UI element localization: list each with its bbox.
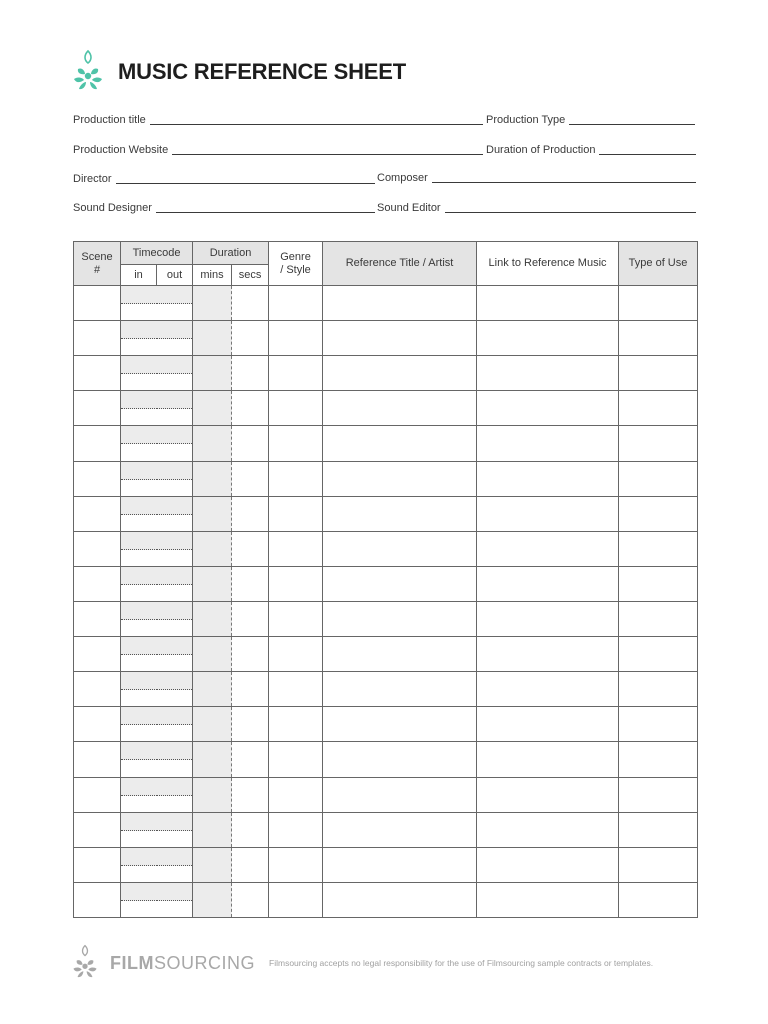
cell-genre[interactable] [269, 672, 323, 707]
cell-dur-mins[interactable] [193, 637, 232, 672]
cell-link[interactable] [477, 496, 619, 531]
reference-title-artist-header: Reference Title / Artist [323, 242, 477, 286]
production-website-field[interactable] [73, 142, 483, 156]
cell-tc-out[interactable] [157, 461, 193, 496]
cell-type-of-use[interactable] [619, 882, 698, 917]
scene-header-line1: Scene [81, 250, 113, 263]
brand-bold: FILM [110, 952, 154, 973]
timecode-shaded-band [157, 426, 193, 444]
cell-genre[interactable] [269, 531, 323, 566]
cell-type-of-use[interactable] [619, 777, 698, 812]
timecode-shaded-band [121, 848, 157, 866]
composer-label: Composer [377, 172, 428, 184]
cell-dur-mins[interactable] [193, 356, 232, 391]
timecode-out-header: out [157, 265, 193, 286]
cell-reference[interactable] [323, 566, 477, 601]
document-header [70, 46, 406, 98]
cell-genre[interactable] [269, 742, 323, 777]
cell-dur-mins[interactable] [193, 742, 232, 777]
timecode-shaded-band [121, 567, 157, 585]
cell-dur-secs[interactable] [232, 356, 269, 391]
cell-reference[interactable] [323, 812, 477, 847]
sound-editor-label: Sound Editor [377, 202, 441, 214]
director-field[interactable] [73, 171, 375, 185]
cell-tc-out[interactable] [157, 777, 193, 812]
table-row [74, 531, 698, 566]
table-row [74, 321, 698, 356]
timecode-shaded-band [121, 707, 157, 725]
cell-reference[interactable] [323, 742, 477, 777]
cell-genre[interactable] [269, 601, 323, 636]
cell-tc-in[interactable] [121, 566, 157, 601]
table-row [74, 637, 698, 672]
timecode-shaded-band [121, 356, 157, 374]
table-row [74, 742, 698, 777]
cell-tc-out[interactable] [157, 531, 193, 566]
cell-tc-in[interactable] [121, 321, 157, 356]
cell-reference[interactable] [323, 426, 477, 461]
cell-dur-secs[interactable] [232, 637, 269, 672]
timecode-in-header: in [121, 265, 157, 286]
cell-scene[interactable] [74, 882, 121, 917]
cell-dur-secs[interactable] [232, 742, 269, 777]
timecode-shaded-band [121, 426, 157, 444]
duration-of-production-field[interactable] [486, 142, 696, 156]
production-website-label: Production Website [73, 144, 169, 156]
cell-link[interactable] [477, 742, 619, 777]
music-reference-table [73, 241, 698, 918]
cell-dur-mins[interactable] [193, 847, 232, 882]
cell-reference[interactable] [323, 391, 477, 426]
cell-reference[interactable] [323, 637, 477, 672]
genre-header-line2: / Style [280, 263, 311, 276]
cell-dur-mins[interactable] [193, 426, 232, 461]
cell-scene[interactable] [74, 742, 121, 777]
sound-designer-label: Sound Designer [73, 202, 152, 214]
timecode-shaded-band [121, 813, 157, 831]
cell-link[interactable] [477, 531, 619, 566]
cell-tc-in[interactable] [121, 707, 157, 742]
production-title-label: Production title [73, 114, 146, 126]
cell-tc-in[interactable] [121, 356, 157, 391]
cell-reference[interactable] [323, 531, 477, 566]
cell-dur-secs[interactable] [232, 391, 269, 426]
cell-tc-out[interactable] [157, 812, 193, 847]
cell-tc-in[interactable] [121, 637, 157, 672]
duration-secs-header: secs [232, 265, 269, 286]
timecode-shaded-band [121, 497, 157, 515]
cell-dur-mins[interactable] [193, 601, 232, 636]
cell-tc-in[interactable] [121, 812, 157, 847]
cell-reference[interactable] [323, 882, 477, 917]
cell-type-of-use[interactable] [619, 672, 698, 707]
cell-tc-in[interactable] [121, 496, 157, 531]
cell-dur-secs[interactable] [232, 286, 269, 321]
timecode-shaded-band [121, 883, 157, 901]
cell-dur-mins[interactable] [193, 496, 232, 531]
table-row [74, 882, 698, 917]
cell-dur-secs[interactable] [232, 321, 269, 356]
cell-tc-in[interactable] [121, 531, 157, 566]
cell-scene[interactable] [74, 496, 121, 531]
table-row [74, 426, 698, 461]
cell-tc-out[interactable] [157, 356, 193, 391]
cell-tc-out[interactable] [157, 601, 193, 636]
cell-dur-secs[interactable] [232, 812, 269, 847]
cell-link[interactable] [477, 777, 619, 812]
cell-type-of-use[interactable] [619, 356, 698, 391]
production-type-label: Production Type [486, 114, 566, 126]
cell-tc-out[interactable] [157, 286, 193, 321]
cell-tc-out[interactable] [157, 321, 193, 356]
cell-dur-mins[interactable] [193, 531, 232, 566]
cell-link[interactable] [477, 566, 619, 601]
cell-genre[interactable] [269, 496, 323, 531]
timecode-shaded-band [157, 883, 193, 901]
cell-reference[interactable] [323, 461, 477, 496]
cell-dur-secs[interactable] [232, 777, 269, 812]
cell-genre[interactable] [269, 286, 323, 321]
timecode-shaded-band [157, 707, 193, 725]
cell-genre[interactable] [269, 777, 323, 812]
filmsourcing-logo-icon [70, 49, 106, 95]
cell-tc-in[interactable] [121, 601, 157, 636]
cell-type-of-use[interactable] [619, 707, 698, 742]
footer [70, 944, 653, 982]
cell-reference[interactable] [323, 777, 477, 812]
table-row [74, 461, 698, 496]
cell-tc-in[interactable] [121, 286, 157, 321]
cell-tc-in[interactable] [121, 426, 157, 461]
sound-designer-line[interactable] [156, 212, 375, 213]
timecode-shaded-band [157, 848, 193, 866]
sound-editor-line[interactable] [445, 212, 696, 213]
cell-tc-in[interactable] [121, 847, 157, 882]
timecode-shaded-band [157, 321, 193, 339]
cell-tc-out[interactable] [157, 426, 193, 461]
timecode-shaded-band [121, 742, 157, 760]
cell-genre[interactable] [269, 707, 323, 742]
timecode-shaded-band [157, 356, 193, 374]
production-title-field[interactable] [73, 112, 483, 126]
cell-tc-out[interactable] [157, 496, 193, 531]
footer-logo-icon [70, 944, 100, 982]
cell-tc-out[interactable] [157, 882, 193, 917]
timecode-shaded-band [121, 462, 157, 480]
disclaimer-text: Filmsourcing accepts no legal responsibility for the use of Filmsourcing sample contracts or templates. [269, 958, 654, 968]
duration-of-production-line[interactable] [599, 154, 696, 155]
sound-editor-field[interactable] [377, 200, 696, 214]
cell-dur-secs[interactable] [232, 496, 269, 531]
cell-reference[interactable] [323, 847, 477, 882]
cell-link[interactable] [477, 882, 619, 917]
cell-genre[interactable] [269, 812, 323, 847]
cell-dur-mins[interactable] [193, 777, 232, 812]
cell-tc-out[interactable] [157, 391, 193, 426]
cell-genre[interactable] [269, 391, 323, 426]
cell-tc-out[interactable] [157, 566, 193, 601]
cell-dur-secs[interactable] [232, 672, 269, 707]
cell-dur-mins[interactable] [193, 882, 232, 917]
director-line[interactable] [116, 183, 375, 184]
composer-line[interactable] [432, 182, 696, 183]
cell-tc-out[interactable] [157, 637, 193, 672]
cell-dur-secs[interactable] [232, 707, 269, 742]
cell-dur-mins[interactable] [193, 672, 232, 707]
cell-tc-out[interactable] [157, 847, 193, 882]
production-website-line[interactable] [172, 154, 483, 155]
table-row [74, 566, 698, 601]
cell-link[interactable] [477, 672, 619, 707]
timecode-shaded-band [121, 532, 157, 550]
timecode-shaded-band [121, 321, 157, 339]
cell-genre[interactable] [269, 882, 323, 917]
cell-type-of-use[interactable] [619, 461, 698, 496]
cell-dur-mins[interactable] [193, 321, 232, 356]
cell-link[interactable] [477, 637, 619, 672]
cell-link[interactable] [477, 286, 619, 321]
table-row [74, 672, 698, 707]
scene-header-line2: # [93, 263, 101, 276]
cell-reference[interactable] [323, 321, 477, 356]
cell-type-of-use[interactable] [619, 321, 698, 356]
timecode-shaded-band [157, 778, 193, 796]
table-row [74, 356, 698, 391]
duration-of-production-label: Duration of Production [486, 144, 596, 156]
cell-link[interactable] [477, 847, 619, 882]
cell-type-of-use[interactable] [619, 286, 698, 321]
brand-light: SOURCING [154, 952, 256, 973]
cell-link[interactable] [477, 321, 619, 356]
cell-link[interactable] [477, 707, 619, 742]
cell-reference[interactable] [323, 601, 477, 636]
timecode-shaded-band [157, 532, 193, 550]
cell-scene[interactable] [74, 812, 121, 847]
sound-designer-field[interactable] [73, 200, 375, 214]
cell-dur-secs[interactable] [232, 461, 269, 496]
table-body [74, 286, 698, 918]
cell-type-of-use[interactable] [619, 742, 698, 777]
cell-tc-in[interactable] [121, 391, 157, 426]
timecode-shaded-band [157, 497, 193, 515]
link-to-reference-music-header: Link to Reference Music [477, 242, 619, 286]
cell-dur-mins[interactable] [193, 812, 232, 847]
cell-scene[interactable] [74, 847, 121, 882]
duration-mins-header: mins [193, 265, 232, 286]
timecode-shaded-band [157, 567, 193, 585]
cell-tc-in[interactable] [121, 777, 157, 812]
production-type-field[interactable] [486, 112, 695, 126]
cell-link[interactable] [477, 601, 619, 636]
cell-reference[interactable] [323, 672, 477, 707]
cell-dur-secs[interactable] [232, 426, 269, 461]
cell-type-of-use[interactable] [619, 812, 698, 847]
cell-dur-secs[interactable] [232, 847, 269, 882]
cell-dur-mins[interactable] [193, 391, 232, 426]
table-row [74, 847, 698, 882]
cell-tc-in[interactable] [121, 882, 157, 917]
cell-type-of-use[interactable] [619, 426, 698, 461]
table-row [74, 496, 698, 531]
cell-dur-secs[interactable] [232, 601, 269, 636]
cell-type-of-use[interactable] [619, 847, 698, 882]
timecode-shaded-band [157, 462, 193, 480]
cell-dur-mins[interactable] [193, 461, 232, 496]
table-row [74, 812, 698, 847]
cell-type-of-use[interactable] [619, 601, 698, 636]
cell-scene[interactable] [74, 461, 121, 496]
timecode-shaded-band [157, 602, 193, 620]
cell-reference[interactable] [323, 496, 477, 531]
table-row [74, 707, 698, 742]
genre-style-header [269, 242, 323, 286]
cell-link[interactable] [477, 391, 619, 426]
production-type-line[interactable] [569, 124, 695, 125]
cell-tc-in[interactable] [121, 742, 157, 777]
cell-tc-out[interactable] [157, 707, 193, 742]
cell-tc-out[interactable] [157, 672, 193, 707]
cell-scene[interactable] [74, 707, 121, 742]
cell-genre[interactable] [269, 461, 323, 496]
cell-link[interactable] [477, 812, 619, 847]
genre-header-line1: Genre [280, 250, 311, 263]
production-title-line[interactable] [150, 124, 483, 125]
cell-tc-in[interactable] [121, 672, 157, 707]
cell-scene[interactable] [74, 601, 121, 636]
cell-scene[interactable] [74, 531, 121, 566]
timecode-shaded-band [157, 742, 193, 760]
cell-type-of-use[interactable] [619, 637, 698, 672]
composer-field[interactable] [377, 170, 696, 184]
cell-scene[interactable] [74, 672, 121, 707]
timecode-shaded-band [121, 286, 157, 304]
cell-link[interactable] [477, 426, 619, 461]
cell-genre[interactable] [269, 321, 323, 356]
cell-scene[interactable] [74, 566, 121, 601]
page-title: MUSIC REFERENCE SHEET [118, 59, 406, 84]
cell-genre[interactable] [269, 356, 323, 391]
table-row [74, 777, 698, 812]
cell-genre[interactable] [269, 566, 323, 601]
cell-link[interactable] [477, 356, 619, 391]
timecode-shaded-band [121, 637, 157, 655]
timecode-shaded-band [157, 286, 193, 304]
cell-scene[interactable] [74, 426, 121, 461]
cell-reference[interactable] [323, 356, 477, 391]
cell-dur-mins[interactable] [193, 707, 232, 742]
cell-scene[interactable] [74, 391, 121, 426]
cell-dur-secs[interactable] [232, 566, 269, 601]
cell-type-of-use[interactable] [619, 391, 698, 426]
cell-scene[interactable] [74, 286, 121, 321]
cell-dur-secs[interactable] [232, 882, 269, 917]
table-row [74, 601, 698, 636]
cell-dur-mins[interactable] [193, 286, 232, 321]
cell-scene[interactable] [74, 777, 121, 812]
cell-genre[interactable] [269, 847, 323, 882]
timecode-shaded-band [157, 813, 193, 831]
cell-scene[interactable] [74, 356, 121, 391]
scene-header [74, 242, 121, 286]
cell-reference[interactable] [323, 707, 477, 742]
cell-reference[interactable] [323, 286, 477, 321]
cell-dur-secs[interactable] [232, 531, 269, 566]
cell-dur-mins[interactable] [193, 566, 232, 601]
cell-type-of-use[interactable] [619, 566, 698, 601]
timecode-shaded-band [121, 602, 157, 620]
cell-scene[interactable] [74, 637, 121, 672]
timecode-shaded-band [157, 672, 193, 690]
timecode-shaded-band [157, 391, 193, 409]
table-row [74, 391, 698, 426]
table-row [74, 286, 698, 321]
cell-genre[interactable] [269, 426, 323, 461]
timecode-shaded-band [121, 391, 157, 409]
cell-type-of-use[interactable] [619, 531, 698, 566]
cell-type-of-use[interactable] [619, 496, 698, 531]
timecode-shaded-band [121, 672, 157, 690]
filmsourcing-brand [110, 953, 255, 974]
timecode-shaded-band [157, 637, 193, 655]
cell-tc-out[interactable] [157, 742, 193, 777]
timecode-shaded-band [121, 778, 157, 796]
duration-header: Duration [193, 242, 269, 265]
timecode-header: Timecode [121, 242, 193, 265]
cell-scene[interactable] [74, 321, 121, 356]
director-label: Director [73, 173, 112, 185]
cell-link[interactable] [477, 461, 619, 496]
type-of-use-header: Type of Use [619, 242, 698, 286]
cell-genre[interactable] [269, 637, 323, 672]
cell-tc-in[interactable] [121, 461, 157, 496]
